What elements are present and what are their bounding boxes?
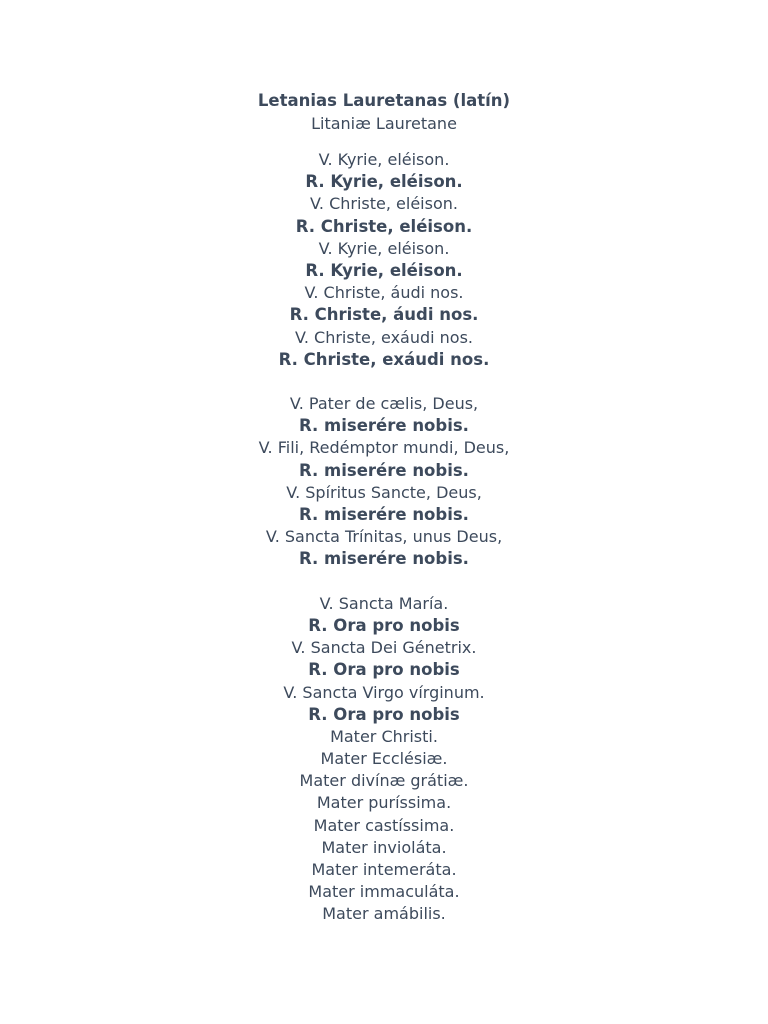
document-page [0,89,768,926]
versicle-line: V. Christe, áudi nos. [304,283,464,303]
response-line: R. Ora pro nobis [308,660,460,680]
section-spacer [0,571,768,593]
versicle-line: V. Christe, eléison. [310,194,458,214]
response-line: R. miserére nobis. [299,505,469,524]
versicle-line: V. Sancta María. [319,593,449,613]
invocation-line: Mater intemeráta. [311,860,457,879]
response-line: R. miserére nobis. [299,460,469,480]
invocation-line: Mater amábilis. [322,904,446,924]
versicle-line: V. Fili, Redémptor mundi, Deus, [258,438,510,458]
versicle-line: V. Kyrie, eléison. [318,238,450,258]
document-title: Letanias Lauretanas (latín) [257,91,511,110]
invocation-line: Mater puríssima. [316,793,452,813]
versicle-line: V. Sancta Virgo vírginum. [283,682,485,702]
response-line: R. Ora pro nobis [308,704,460,724]
invocation-line: Mater immaculáta. [308,882,460,902]
litany-section-trinity [0,393,768,571]
response-line: R. Christe, exáudi nos. [278,349,490,369]
document-subtitle: Litaniæ Lauretane [311,114,457,133]
versicle-line: V. Sancta Dei Génetrix. [291,638,477,658]
invocation-line: Mater invioláta. [321,837,447,857]
response-line: R. miserére nobis. [299,416,469,436]
versicle-line: V. Sancta Trínitas, unus Deus, [265,527,503,547]
response-line: R. Kyrie, eléison. [305,260,463,280]
litany-section-mary [0,593,768,926]
response-line: R. Christe, eléison. [295,216,473,236]
section-spacer [0,371,768,393]
litany-section-kyrie [0,149,768,371]
response-line: R. Ora pro nobis [308,615,460,635]
versicle-line: V. Spíritus Sancte, Deus, [286,482,482,502]
versicle-line: V. Pater de cælis, Deus, [289,394,479,414]
invocation-line: Mater divínæ grátiæ. [299,771,469,791]
versicle-line: V. Christe, exáudi nos. [294,327,474,347]
versicle-line: V. Kyrie, eléison. [318,150,450,169]
invocation-line: Mater Christi. [330,726,438,746]
response-line: R. miserére nobis. [299,549,469,569]
invocation-line: Mater Ecclésiæ. [320,749,448,769]
response-line: R. Kyrie, eléison. [305,172,463,192]
invocation-line: Mater castíssima. [313,815,455,835]
response-line: R. Christe, áudi nos. [289,305,479,325]
